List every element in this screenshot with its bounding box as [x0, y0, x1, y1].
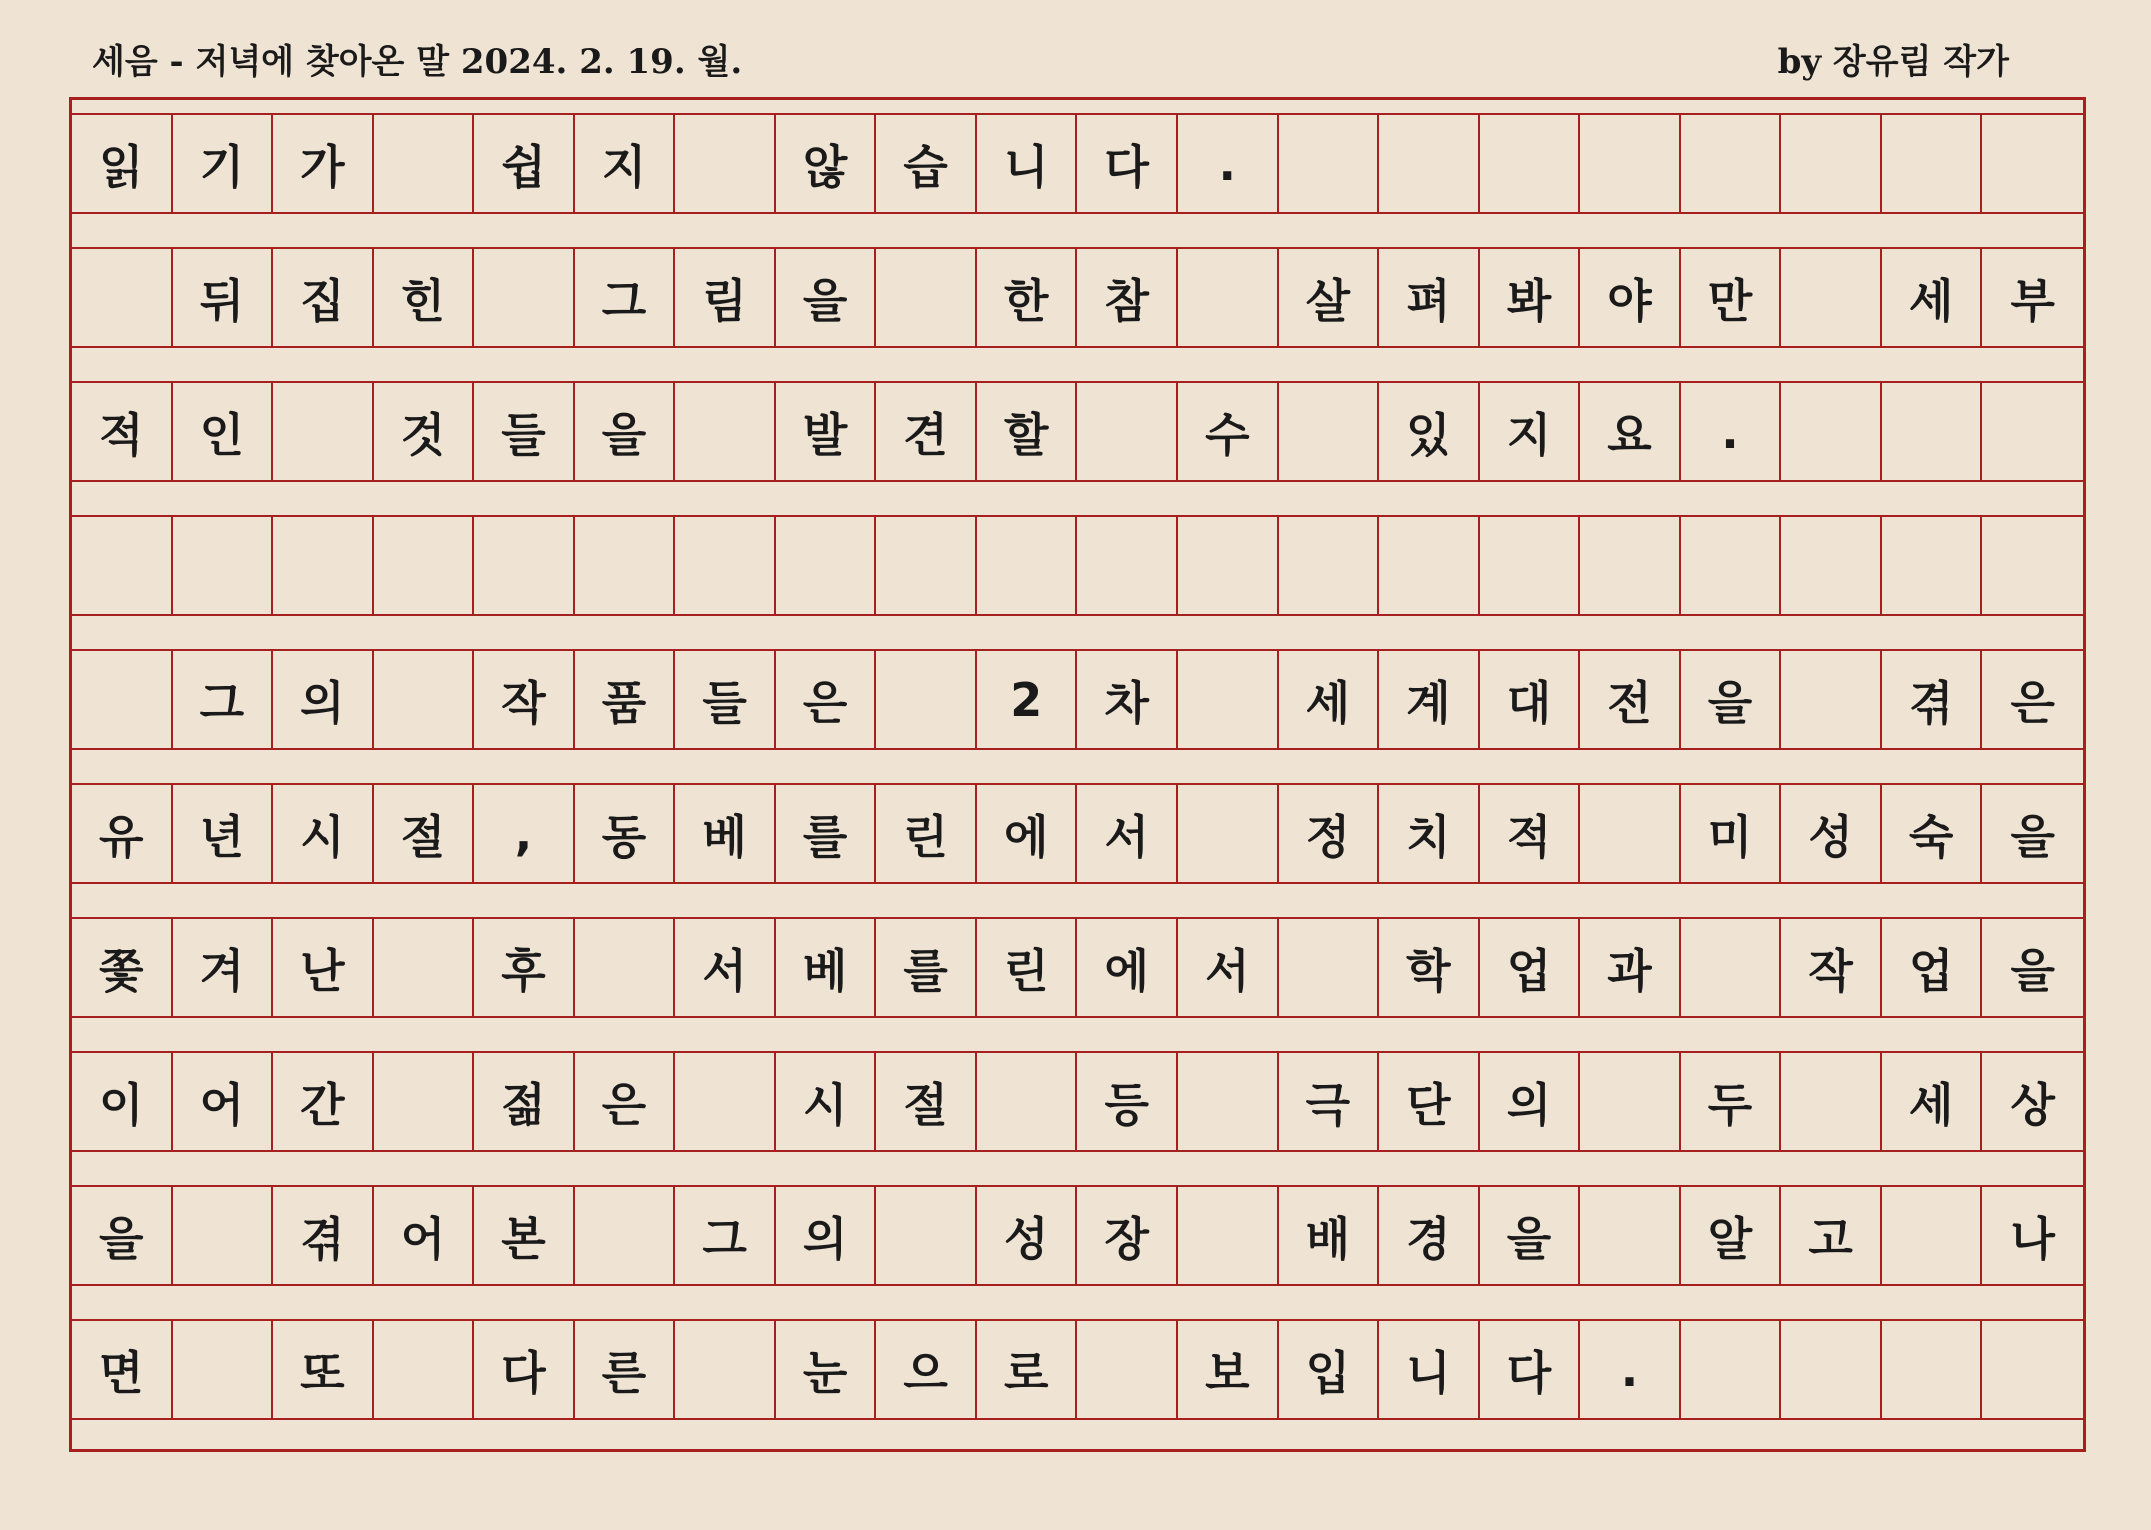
manuscript-cell: 배 — [1279, 1187, 1380, 1284]
manuscript-cell: 본 — [474, 1187, 575, 1284]
manuscript-cell: 세 — [1882, 249, 1983, 346]
manuscript-cell: 그 — [173, 651, 274, 748]
manuscript-cell: 어 — [173, 1053, 274, 1150]
manuscript-cell — [1178, 1187, 1279, 1284]
manuscript-cell — [1781, 517, 1882, 614]
manuscript-cell — [1580, 1187, 1681, 1284]
manuscript-cell: 만 — [1681, 249, 1782, 346]
manuscript-cell: 참 — [1077, 249, 1178, 346]
manuscript-cell: 견 — [876, 383, 977, 480]
manuscript-cell: 어 — [374, 1187, 475, 1284]
manuscript-cell: 로 — [977, 1321, 1078, 1418]
manuscript-cell — [1681, 919, 1782, 1016]
manuscript-cell — [1580, 517, 1681, 614]
manuscript-cell — [876, 651, 977, 748]
manuscript-cell: 기 — [173, 115, 274, 212]
manuscript-cell: 할 — [977, 383, 1078, 480]
header-title: 세음 - 저녁에 찾아온 말 2024. 2. 19. 월. — [92, 42, 743, 82]
manuscript-cell: 후 — [474, 919, 575, 1016]
manuscript-cell — [1379, 115, 1480, 212]
manuscript-cell: 으 — [876, 1321, 977, 1418]
manuscript-cell: 베 — [675, 785, 776, 882]
manuscript-cell: 단 — [1379, 1053, 1480, 1150]
manuscript-cell: 들 — [474, 383, 575, 480]
manuscript-cell: 습 — [876, 115, 977, 212]
manuscript-cell — [474, 249, 575, 346]
manuscript-row — [72, 917, 2083, 1018]
manuscript-cell: 나 — [2010, 1211, 2055, 1266]
manuscript-row — [72, 113, 2083, 214]
manuscript-cell — [1982, 1321, 2083, 1418]
manuscript-row — [72, 381, 2083, 482]
manuscript-row — [72, 1185, 2083, 1286]
manuscript-cell — [72, 651, 173, 748]
manuscript-cell: 전 — [1580, 651, 1681, 748]
manuscript-cell: 성 — [1781, 785, 1882, 882]
manuscript-cell: 린 — [977, 919, 1078, 1016]
manuscript-cell — [1681, 115, 1782, 212]
manuscript-cell: 차 — [1077, 651, 1178, 748]
manuscript-cell — [374, 919, 475, 1016]
manuscript-cell: . — [1681, 383, 1782, 480]
manuscript-cell — [1077, 1321, 1178, 1418]
manuscript-cell — [474, 517, 575, 614]
manuscript-cell — [72, 517, 173, 614]
manuscript-cell: 과 — [1580, 919, 1681, 1016]
manuscript-cell: 이 — [72, 1053, 173, 1150]
manuscript-cell — [1982, 115, 2083, 212]
manuscript-cell: 입 — [1279, 1321, 1380, 1418]
manuscript-cell: 지 — [575, 115, 676, 212]
manuscript-cell: 다 — [474, 1321, 575, 1418]
manuscript-cell: 눈 — [776, 1321, 877, 1418]
manuscript-cell — [374, 115, 475, 212]
manuscript-cell: 봐 — [1480, 249, 1581, 346]
manuscript-cell: 다 — [1480, 1321, 1581, 1418]
manuscript-row — [72, 783, 2083, 884]
header-author: by 장유림 작가 — [1777, 42, 2009, 82]
manuscript-cell: 겪 — [273, 1187, 374, 1284]
manuscript-cell: 다 — [1077, 115, 1178, 212]
manuscript-cell: 미 — [1681, 785, 1782, 882]
manuscript-cell: 살 — [1279, 249, 1380, 346]
manuscript-cell: 을 — [1480, 1187, 1581, 1284]
manuscript-cell: 을 — [2010, 809, 2055, 864]
manuscript-cell — [575, 1187, 676, 1284]
manuscript-cell — [1480, 517, 1581, 614]
manuscript-cell — [1882, 517, 1983, 614]
manuscript-cell: 것 — [374, 383, 475, 480]
manuscript-cell: . — [1178, 115, 1279, 212]
manuscript-cell: 은 — [776, 651, 877, 748]
manuscript-cell — [876, 1187, 977, 1284]
manuscript-cell — [1279, 115, 1380, 212]
manuscript-row — [72, 1319, 2083, 1420]
manuscript-cell — [374, 517, 475, 614]
manuscript-cell: 그 — [575, 249, 676, 346]
manuscript-cell: 간 — [273, 1053, 374, 1150]
manuscript-cell: 한 — [977, 249, 1078, 346]
manuscript-cell — [675, 1321, 776, 1418]
manuscript-cell: 유 — [72, 785, 173, 882]
manuscript-cell: 를 — [776, 785, 877, 882]
manuscript-cell — [1781, 249, 1882, 346]
manuscript-cell: 수 — [1178, 383, 1279, 480]
manuscript-cell — [1781, 115, 1882, 212]
manuscript-cell: 또 — [273, 1321, 374, 1418]
manuscript-cell: 림 — [675, 249, 776, 346]
manuscript-cell: 정 — [1279, 785, 1380, 882]
manuscript-cell: 뒤 — [173, 249, 274, 346]
manuscript-cell — [1580, 115, 1681, 212]
manuscript-row — [72, 247, 2083, 348]
manuscript-cell — [876, 249, 977, 346]
manuscript-cell: 니 — [977, 115, 1078, 212]
manuscript-cell — [1279, 919, 1380, 1016]
manuscript-cell: 의 — [1480, 1053, 1581, 1150]
manuscript-cell: 극 — [1279, 1053, 1380, 1150]
manuscript-cell: 성 — [977, 1187, 1078, 1284]
manuscript-cell: 상 — [2010, 1077, 2055, 1132]
manuscript-cell: 알 — [1681, 1187, 1782, 1284]
manuscript-cell: 두 — [1681, 1053, 1782, 1150]
manuscript-cell: 않 — [776, 115, 877, 212]
manuscript-cell: . — [1580, 1321, 1681, 1418]
manuscript-cell: 숙 — [1882, 785, 1983, 882]
manuscript-cell — [1580, 1053, 1681, 1150]
manuscript-cell: 절 — [876, 1053, 977, 1150]
manuscript-cell: 작 — [1781, 919, 1882, 1016]
manuscript-row — [72, 1051, 2083, 1152]
manuscript-cell: 그 — [675, 1187, 776, 1284]
manuscript-cell: 작 — [474, 651, 575, 748]
manuscript-cell: 린 — [876, 785, 977, 882]
manuscript-sheet — [69, 97, 2086, 1452]
manuscript-cell: 은 — [2010, 675, 2055, 730]
manuscript-cell — [1279, 517, 1380, 614]
manuscript-cell: 쉽 — [474, 115, 575, 212]
manuscript-cell: 학 — [1379, 919, 1480, 1016]
manuscript-cell: 부 — [2010, 273, 2055, 328]
manuscript-cell: 계 — [1379, 651, 1480, 748]
manuscript-cell — [675, 1053, 776, 1150]
manuscript-cell: 의 — [273, 651, 374, 748]
manuscript-cell: 젊 — [474, 1053, 575, 1150]
manuscript-cell: 쫓 — [72, 919, 173, 1016]
manuscript-cell: 장 — [1077, 1187, 1178, 1284]
manuscript-cell — [1681, 517, 1782, 614]
manuscript-cell: 읽 — [72, 115, 173, 212]
manuscript-cell: 지 — [1480, 383, 1581, 480]
manuscript-cell: 보 — [1178, 1321, 1279, 1418]
manuscript-cell: 시 — [776, 1053, 877, 1150]
manuscript-cell — [675, 517, 776, 614]
manuscript-cell — [173, 1321, 274, 1418]
manuscript-cell: 에 — [977, 785, 1078, 882]
manuscript-cell — [1882, 383, 1983, 480]
manuscript-cell — [1178, 651, 1279, 748]
manuscript-cell: 니 — [1379, 1321, 1480, 1418]
manuscript-cell: 업 — [1480, 919, 1581, 1016]
manuscript-cell — [1077, 517, 1178, 614]
manuscript-cell — [1178, 1053, 1279, 1150]
manuscript-cell: 겨 — [173, 919, 274, 1016]
manuscript-cell: 서 — [1077, 785, 1178, 882]
manuscript-cell: 업 — [1882, 919, 1983, 1016]
manuscript-cell: 발 — [776, 383, 877, 480]
manuscript-cell: 을 — [776, 249, 877, 346]
manuscript-cell: 세 — [1279, 651, 1380, 748]
manuscript-cell: 펴 — [1379, 249, 1480, 346]
manuscript-cell — [977, 1053, 1078, 1150]
manuscript-cell: 은 — [575, 1053, 676, 1150]
manuscript-cell: 집 — [273, 249, 374, 346]
manuscript-cell — [675, 115, 776, 212]
manuscript-cell: 적 — [1480, 785, 1581, 882]
manuscript-cell: 서 — [1178, 919, 1279, 1016]
manuscript-cell: 대 — [1480, 651, 1581, 748]
manuscript-cell — [374, 1053, 475, 1150]
manuscript-cell: , — [474, 785, 575, 882]
manuscript-cell — [876, 517, 977, 614]
manuscript-cell — [1781, 383, 1882, 480]
manuscript-cell — [977, 517, 1078, 614]
manuscript-cell — [72, 249, 173, 346]
manuscript-cell — [273, 383, 374, 480]
manuscript-cell: 면 — [72, 1321, 173, 1418]
manuscript-cell — [1882, 1321, 1983, 1418]
manuscript-row — [72, 649, 2083, 750]
manuscript-cell — [575, 517, 676, 614]
manuscript-cell — [1178, 517, 1279, 614]
manuscript-cell — [1681, 1321, 1782, 1418]
manuscript-cell — [1480, 115, 1581, 212]
manuscript-cell: 고 — [1781, 1187, 1882, 1284]
manuscript-cell: 절 — [374, 785, 475, 882]
manuscript-cell: 있 — [1379, 383, 1480, 480]
manuscript-cell — [1178, 249, 1279, 346]
manuscript-cell — [374, 651, 475, 748]
manuscript-cell — [1781, 651, 1882, 748]
manuscript-cell: 을 — [1681, 651, 1782, 748]
manuscript-cell: 세 — [1882, 1053, 1983, 1150]
manuscript-cell — [374, 1321, 475, 1418]
manuscript-cell: 를 — [876, 919, 977, 1016]
manuscript-cell — [1379, 517, 1480, 614]
manuscript-cell: 동 — [575, 785, 676, 882]
manuscript-row — [72, 515, 2083, 616]
manuscript-cell: 을 — [2010, 943, 2055, 998]
manuscript-cell: 가 — [273, 115, 374, 212]
manuscript-cell: 치 — [1379, 785, 1480, 882]
manuscript-cell: 품 — [575, 651, 676, 748]
manuscript-cell: 년 — [173, 785, 274, 882]
manuscript-cell: 야 — [1580, 249, 1681, 346]
manuscript-cell: 의 — [776, 1187, 877, 1284]
manuscript-cell: 요 — [1580, 383, 1681, 480]
manuscript-cell: 등 — [1077, 1053, 1178, 1150]
manuscript-cell: 2 — [977, 651, 1078, 748]
manuscript-cell: 겪 — [1882, 651, 1983, 748]
manuscript-cell — [1982, 517, 2083, 614]
manuscript-cell: 서 — [675, 919, 776, 1016]
manuscript-cell — [675, 383, 776, 480]
manuscript-cell — [1781, 1053, 1882, 1150]
manuscript-cell: 을 — [575, 383, 676, 480]
manuscript-cell — [1982, 383, 2083, 480]
manuscript-cell — [1882, 1187, 1983, 1284]
manuscript-cell: 난 — [273, 919, 374, 1016]
manuscript-cell: 른 — [575, 1321, 676, 1418]
manuscript-cell — [173, 1187, 274, 1284]
manuscript-cell — [1580, 785, 1681, 882]
manuscript-cell: 들 — [675, 651, 776, 748]
manuscript-cell: 을 — [72, 1187, 173, 1284]
manuscript-cell — [1781, 1321, 1882, 1418]
manuscript-cell — [1882, 115, 1983, 212]
manuscript-cell — [1279, 383, 1380, 480]
manuscript-cell: 시 — [273, 785, 374, 882]
manuscript-cell: 적 — [72, 383, 173, 480]
manuscript-cell: 에 — [1077, 919, 1178, 1016]
manuscript-cell: 힌 — [374, 249, 475, 346]
manuscript-cell: 베 — [776, 919, 877, 1016]
manuscript-cell — [776, 517, 877, 614]
manuscript-cell — [173, 517, 274, 614]
manuscript-cell — [273, 517, 374, 614]
manuscript-cell — [1178, 785, 1279, 882]
manuscript-cell: 인 — [173, 383, 274, 480]
manuscript-cell: 경 — [1379, 1187, 1480, 1284]
manuscript-cell — [575, 919, 676, 1016]
manuscript-cell — [1077, 383, 1178, 480]
